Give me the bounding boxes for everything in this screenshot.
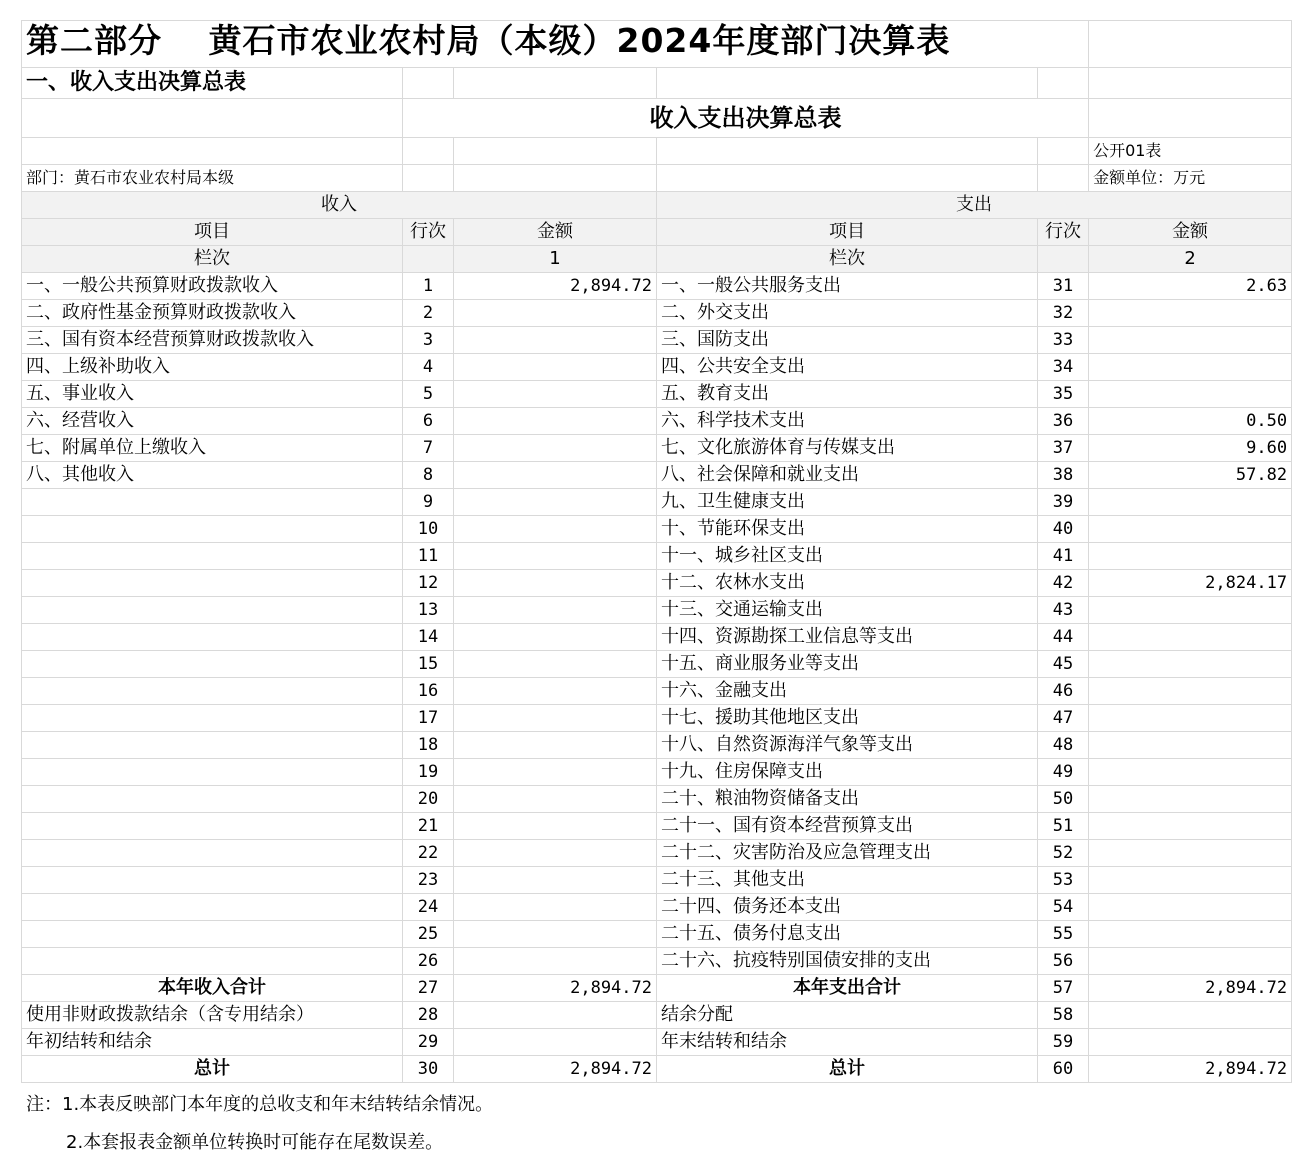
income-item: [22, 813, 403, 840]
income-item: 八、其他收入: [22, 462, 403, 489]
expense-item: 本年支出合计: [657, 975, 1038, 1002]
table-row: [22, 705, 1292, 732]
income-row-no: 7: [403, 435, 454, 462]
table-row: [22, 327, 1292, 354]
table-row: [22, 300, 1292, 327]
expense-row-no: 60: [1038, 1056, 1089, 1083]
income-item: [22, 840, 403, 867]
income-row-no: 12: [403, 570, 454, 597]
table-row: [22, 597, 1292, 624]
table-row: [22, 516, 1292, 543]
col-header-amount: 金额: [1089, 219, 1292, 246]
expense-item: 二十四、债务还本支出: [657, 894, 1038, 921]
expense-row-no: 44: [1038, 624, 1089, 651]
income-row-no: 4: [403, 354, 454, 381]
expense-row-no: 42: [1038, 570, 1089, 597]
expense-amount: 2.63: [1089, 273, 1292, 300]
table-row: [22, 570, 1292, 597]
income-item: [22, 867, 403, 894]
expense-amount: 2,824.17: [1089, 570, 1292, 597]
col-header-row-no: 行次: [403, 219, 454, 246]
income-item: [22, 678, 403, 705]
expense-amount: [1089, 867, 1292, 894]
income-row-no: 8: [403, 462, 454, 489]
expense-amount: [1089, 543, 1292, 570]
expense-item: 二十二、灾害防治及应急管理支出: [657, 840, 1038, 867]
expense-item: 四、公共安全支出: [657, 354, 1038, 381]
table-row: [22, 489, 1292, 516]
income-row-no: 19: [403, 759, 454, 786]
column-no-1: 1: [454, 246, 657, 273]
income-amount: [454, 435, 657, 462]
column-no-label: 栏次: [657, 246, 1038, 273]
expense-amount: [1089, 813, 1292, 840]
income-item: [22, 921, 403, 948]
income-row-no: 26: [403, 948, 454, 975]
income-item: [22, 543, 403, 570]
expense-amount: [1089, 678, 1292, 705]
income-amount: [454, 1029, 657, 1056]
income-item: [22, 516, 403, 543]
income-amount: [454, 624, 657, 651]
expense-amount: 57.82: [1089, 462, 1292, 489]
expense-item: 二十三、其他支出: [657, 867, 1038, 894]
expense-item: 三、国防支出: [657, 327, 1038, 354]
expense-item: 十九、住房保障支出: [657, 759, 1038, 786]
expense-row-no: 57: [1038, 975, 1089, 1002]
income-amount: [454, 462, 657, 489]
expense-row-no: 38: [1038, 462, 1089, 489]
expense-amount: [1089, 921, 1292, 948]
income-item: [22, 732, 403, 759]
table-row: [22, 948, 1292, 975]
income-item: 七、附属单位上缴收入: [22, 435, 403, 462]
expense-amount: [1089, 381, 1292, 408]
table-row: [22, 786, 1292, 813]
income-item: 四、上级补助收入: [22, 354, 403, 381]
expense-item: 年末结转和结余: [657, 1029, 1038, 1056]
expense-row-no: 50: [1038, 786, 1089, 813]
income-item: 三、国有资本经营预算财政拨款收入: [22, 327, 403, 354]
income-item: [22, 894, 403, 921]
expense-amount: [1089, 489, 1292, 516]
expense-row-no: 37: [1038, 435, 1089, 462]
note-1: 注：1.本表反映部门本年度的总收支和年末结转结余情况。: [26, 1094, 494, 1115]
income-row-no: 13: [403, 597, 454, 624]
expense-row-no: 48: [1038, 732, 1089, 759]
income-row-no: 14: [403, 624, 454, 651]
expense-amount: 2,894.72: [1089, 1056, 1292, 1083]
income-item: 一、一般公共预算财政拨款收入: [22, 273, 403, 300]
dept-label: 部门：黄石市农业农村局本级: [22, 165, 403, 192]
income-amount: [454, 327, 657, 354]
expense-amount: [1089, 705, 1292, 732]
expense-amount: [1089, 1029, 1292, 1056]
income-row-no: 10: [403, 516, 454, 543]
table-row: [22, 381, 1292, 408]
income-item: [22, 597, 403, 624]
income-item: 总计: [22, 1056, 403, 1083]
section-title: 一、收入支出决算总表: [22, 68, 403, 99]
income-row-no: 16: [403, 678, 454, 705]
expense-amount: [1089, 759, 1292, 786]
table-row: [22, 543, 1292, 570]
note-2: 2.本套报表金额单位转换时可能存在尾数误差。: [66, 1132, 444, 1153]
income-amount: [454, 759, 657, 786]
income-item: 五、事业收入: [22, 381, 403, 408]
page-title: 第二部分 黄石市农业农村局（本级）2024年度部门决算表: [22, 21, 1089, 68]
expense-row-no: 43: [1038, 597, 1089, 624]
income-amount: 2,894.72: [454, 1056, 657, 1083]
income-amount: [454, 570, 657, 597]
column-no-2: 2: [1089, 246, 1292, 273]
income-row-no: 21: [403, 813, 454, 840]
income-amount: [454, 408, 657, 435]
expense-row-no: 35: [1038, 381, 1089, 408]
income-amount: [454, 543, 657, 570]
income-item: 本年收入合计: [22, 975, 403, 1002]
table-row: [22, 1056, 1292, 1083]
expense-header: 支出: [657, 192, 1292, 219]
table-row: [22, 624, 1292, 651]
income-amount: [454, 705, 657, 732]
income-row-no: 2: [403, 300, 454, 327]
expense-item: 一、一般公共服务支出: [657, 273, 1038, 300]
table-row: [22, 813, 1292, 840]
expense-amount: 9.60: [1089, 435, 1292, 462]
income-amount: [454, 381, 657, 408]
table-row: [22, 840, 1292, 867]
income-row-no: 23: [403, 867, 454, 894]
income-row-no: 6: [403, 408, 454, 435]
income-amount: [454, 354, 657, 381]
expense-row-no: 32: [1038, 300, 1089, 327]
table-row: [22, 894, 1292, 921]
expense-amount: 0.50: [1089, 408, 1292, 435]
income-amount: [454, 813, 657, 840]
income-row-no: 29: [403, 1029, 454, 1056]
table-row: [22, 1002, 1292, 1029]
income-row-no: 18: [403, 732, 454, 759]
table-row: [22, 921, 1292, 948]
expense-row-no: 40: [1038, 516, 1089, 543]
expense-amount: [1089, 516, 1292, 543]
expense-row-no: 53: [1038, 867, 1089, 894]
income-amount: [454, 732, 657, 759]
income-row-no: 15: [403, 651, 454, 678]
income-item: [22, 705, 403, 732]
income-amount: [454, 840, 657, 867]
expense-amount: [1089, 327, 1292, 354]
income-item: 二、政府性基金预算财政拨款收入: [22, 300, 403, 327]
expense-item: 十四、资源勘探工业信息等支出: [657, 624, 1038, 651]
table-row: [22, 678, 1292, 705]
income-amount: [454, 678, 657, 705]
expense-row-no: 59: [1038, 1029, 1089, 1056]
income-item: [22, 948, 403, 975]
income-item: [22, 786, 403, 813]
income-row-no: 30: [403, 1056, 454, 1083]
budget-table: [21, 20, 1292, 1083]
income-amount: [454, 1002, 657, 1029]
expense-item: 二、外交支出: [657, 300, 1038, 327]
expense-row-no: 45: [1038, 651, 1089, 678]
expense-row-no: 54: [1038, 894, 1089, 921]
expense-item: 八、社会保障和就业支出: [657, 462, 1038, 489]
income-row-no: 17: [403, 705, 454, 732]
expense-item: 二十、粮油物资储备支出: [657, 786, 1038, 813]
income-amount: [454, 867, 657, 894]
expense-item: 十三、交通运输支出: [657, 597, 1038, 624]
expense-amount: [1089, 624, 1292, 651]
income-item: [22, 570, 403, 597]
expense-row-no: 33: [1038, 327, 1089, 354]
income-amount: 2,894.72: [454, 975, 657, 1002]
expense-row-no: 56: [1038, 948, 1089, 975]
expense-row-no: 46: [1038, 678, 1089, 705]
income-header: 收入: [22, 192, 657, 219]
income-amount: [454, 489, 657, 516]
expense-amount: [1089, 840, 1292, 867]
expense-amount: [1089, 948, 1292, 975]
table-row: [22, 975, 1292, 1002]
col-header-item: 项目: [657, 219, 1038, 246]
expense-row-no: 52: [1038, 840, 1089, 867]
income-amount: [454, 921, 657, 948]
expense-item: 九、卫生健康支出: [657, 489, 1038, 516]
income-item: [22, 489, 403, 516]
expense-item: 十六、金融支出: [657, 678, 1038, 705]
income-row-no: 20: [403, 786, 454, 813]
income-row-no: 25: [403, 921, 454, 948]
expense-item: 二十五、债务付息支出: [657, 921, 1038, 948]
income-item: 年初结转和结余: [22, 1029, 403, 1056]
expense-amount: [1089, 597, 1292, 624]
table-row: [22, 273, 1292, 300]
col-header-item: 项目: [22, 219, 403, 246]
expense-row-no: 34: [1038, 354, 1089, 381]
table-row: [22, 462, 1292, 489]
income-amount: [454, 597, 657, 624]
expense-row-no: 41: [1038, 543, 1089, 570]
table-row: [22, 435, 1292, 462]
expense-row-no: 51: [1038, 813, 1089, 840]
expense-amount: [1089, 1002, 1292, 1029]
expense-row-no: 36: [1038, 408, 1089, 435]
income-amount: [454, 894, 657, 921]
table-row: [22, 651, 1292, 678]
expense-row-no: 49: [1038, 759, 1089, 786]
income-amount: [454, 516, 657, 543]
expense-amount: [1089, 354, 1292, 381]
expense-item: 十八、自然资源海洋气象等支出: [657, 732, 1038, 759]
expense-item: 五、教育支出: [657, 381, 1038, 408]
expense-item: 十二、农林水支出: [657, 570, 1038, 597]
income-row-no: 5: [403, 381, 454, 408]
income-amount: [454, 651, 657, 678]
table-row: [22, 867, 1292, 894]
table-row: [22, 759, 1292, 786]
expense-amount: [1089, 894, 1292, 921]
table-title: 收入支出决算总表: [403, 99, 1089, 138]
income-row-no: 3: [403, 327, 454, 354]
income-item: [22, 651, 403, 678]
income-row-no: 27: [403, 975, 454, 1002]
notes: [26, 1086, 493, 1162]
column-no-label: 栏次: [22, 246, 403, 273]
income-item: [22, 624, 403, 651]
expense-amount: 2,894.72: [1089, 975, 1292, 1002]
unit-label: 金额单位：万元: [1089, 165, 1292, 192]
expense-item: 十七、援助其他地区支出: [657, 705, 1038, 732]
expense-item: 六、科学技术支出: [657, 408, 1038, 435]
income-row-no: 22: [403, 840, 454, 867]
expense-row-no: 58: [1038, 1002, 1089, 1029]
income-row-no: 28: [403, 1002, 454, 1029]
form-code: 公开01表: [1089, 138, 1292, 165]
expense-item: 二十六、抗疫特别国债安排的支出: [657, 948, 1038, 975]
table-row: [22, 408, 1292, 435]
income-amount: [454, 948, 657, 975]
income-item: 使用非财政拨款结余（含专用结余）: [22, 1002, 403, 1029]
expense-item: 结余分配: [657, 1002, 1038, 1029]
income-row-no: 24: [403, 894, 454, 921]
col-header-row-no: 行次: [1038, 219, 1089, 246]
expense-item: 七、文化旅游体育与传媒支出: [657, 435, 1038, 462]
income-item: [22, 759, 403, 786]
income-amount: [454, 300, 657, 327]
income-row-no: 9: [403, 489, 454, 516]
expense-amount: [1089, 300, 1292, 327]
expense-item: 总计: [657, 1056, 1038, 1083]
spreadsheet: [21, 20, 1291, 1083]
income-amount: [454, 786, 657, 813]
expense-amount: [1089, 786, 1292, 813]
table-row: [22, 1029, 1292, 1056]
table-row: [22, 732, 1292, 759]
expense-item: 十五、商业服务业等支出: [657, 651, 1038, 678]
expense-item: 十、节能环保支出: [657, 516, 1038, 543]
expense-item: 二十一、国有资本经营预算支出: [657, 813, 1038, 840]
income-row-no: 11: [403, 543, 454, 570]
income-item: 六、经营收入: [22, 408, 403, 435]
expense-amount: [1089, 651, 1292, 678]
income-amount: 2,894.72: [454, 273, 657, 300]
expense-row-no: 31: [1038, 273, 1089, 300]
table-row: [22, 354, 1292, 381]
col-header-amount: 金额: [454, 219, 657, 246]
expense-row-no: 47: [1038, 705, 1089, 732]
income-row-no: 1: [403, 273, 454, 300]
expense-row-no: 55: [1038, 921, 1089, 948]
expense-item: 十一、城乡社区支出: [657, 543, 1038, 570]
expense-amount: [1089, 732, 1292, 759]
expense-row-no: 39: [1038, 489, 1089, 516]
